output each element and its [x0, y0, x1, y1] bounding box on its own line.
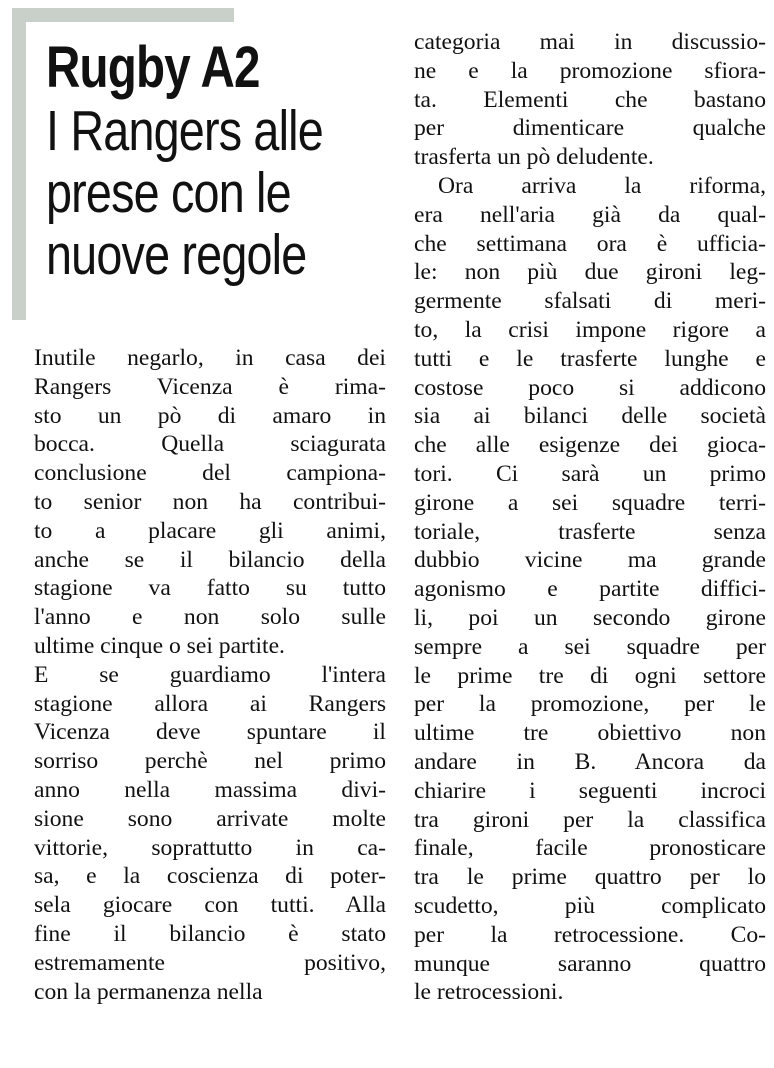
- body-line: per dimenticare qualche: [414, 115, 766, 142]
- body-line: andare in B. Ancora da: [414, 748, 766, 775]
- body-line: sa, e la coscienza di poter-: [34, 863, 386, 890]
- body-line: E se guardiamo l'intera: [34, 661, 386, 688]
- body-line: l'anno e non solo sulle: [34, 604, 386, 631]
- body-line: chiarire i seguenti incroci: [414, 777, 766, 804]
- body-line: ne e la promozione sfiora-: [414, 57, 766, 84]
- title-line: prese con le: [46, 161, 291, 225]
- body-line: agonismo e partite diffici-: [414, 576, 766, 603]
- body-line: sia ai bilanci delle società: [414, 403, 766, 430]
- body-line: anno nella massima divi-: [34, 776, 386, 803]
- headline-block: [46, 36, 341, 286]
- body-line: Rangers Vicenza è rima-: [34, 373, 386, 400]
- body-line: le: non più due gironi leg-: [414, 259, 766, 286]
- accent-bar-top: [12, 8, 234, 22]
- body-line: to a placare gli animi,: [34, 517, 386, 544]
- body-line: germente sfalsati di meri-: [414, 288, 766, 315]
- body-line: costose poco si addicono: [414, 374, 766, 401]
- body-line: con la permanenza nella: [34, 978, 263, 1005]
- body-line: tori. Ci sarà un primo: [414, 460, 766, 487]
- body-line: ultime cinque o sei partite.: [34, 632, 285, 659]
- body-line: tra gironi per la classifica: [414, 806, 766, 833]
- body-line: Ora arriva la riforma,: [438, 172, 766, 199]
- body-line: le prime tre di ogni settore: [414, 662, 766, 689]
- body-line: to, la crisi impone rigore a: [414, 316, 766, 343]
- body-line: stagione va fatto su tutto: [34, 575, 386, 602]
- body-line: bocca. Quella sciagurata: [34, 431, 386, 458]
- body-line: to senior non ha contribui-: [34, 488, 386, 515]
- title-line: I Rangers alle: [46, 99, 323, 163]
- body-line: le retrocessioni.: [414, 979, 564, 1006]
- article-kicker: Rugby A2: [46, 35, 260, 100]
- article-title: [46, 100, 341, 286]
- body-line: era nell'aria già da qual-: [414, 201, 766, 228]
- body-line: che settimana ora è ufficia-: [414, 230, 766, 257]
- body-line: che alle esigenze dei gioca-: [414, 432, 766, 459]
- body-line: Vicenza deve spuntare il: [34, 719, 386, 746]
- body-column-right: [414, 28, 766, 1007]
- body-line: sempre a sei squadre per: [414, 633, 766, 660]
- body-line: estremamente positivo,: [34, 949, 386, 976]
- body-line: conclusione del campiona-: [34, 460, 386, 487]
- body-line: scudetto, più complicato: [414, 892, 766, 919]
- body-line: munque saranno quattro: [414, 950, 766, 977]
- body-line: finale, facile pronosticare: [414, 835, 766, 862]
- body-line: Inutile negarlo, in casa dei: [34, 345, 386, 371]
- body-line: anche se il bilancio della: [34, 546, 386, 573]
- body-line: sto un pò di amaro in: [34, 402, 386, 429]
- body-line: li, poi un secondo girone: [414, 604, 766, 631]
- body-line: per la promozione, per le: [414, 691, 766, 718]
- body-line: vittorie, soprattutto in ca-: [34, 834, 386, 861]
- accent-bar-left: [12, 8, 26, 320]
- body-line: sione sono arrivate molte: [34, 805, 386, 832]
- body-line: stagione allora ai Rangers: [34, 690, 386, 717]
- title-line: nuove regole: [46, 223, 307, 287]
- body-line: fine il bilancio è stato: [34, 920, 386, 947]
- body-line: sorriso perchè nel primo: [34, 748, 386, 775]
- body-line: tra le prime quattro per lo: [414, 864, 766, 891]
- body-line: toriale, trasferte senza: [414, 518, 766, 545]
- body-line: dubbio vicine ma grande: [414, 547, 766, 574]
- body-line: ta. Elementi che bastano: [414, 86, 766, 113]
- body-line: girone a sei squadre terri-: [414, 489, 766, 516]
- body-column-left: [34, 344, 386, 1006]
- body-line: tutti e le trasferte lunghe e: [414, 345, 766, 372]
- body-line: per la retrocessione. Co-: [414, 921, 766, 948]
- body-line: categoria mai in discussio-: [414, 29, 766, 55]
- body-line: trasferta un pò deludente.: [414, 144, 654, 171]
- body-line: sela giocare con tutti. Alla: [34, 892, 386, 919]
- body-line: ultime tre obiettivo non: [414, 720, 766, 747]
